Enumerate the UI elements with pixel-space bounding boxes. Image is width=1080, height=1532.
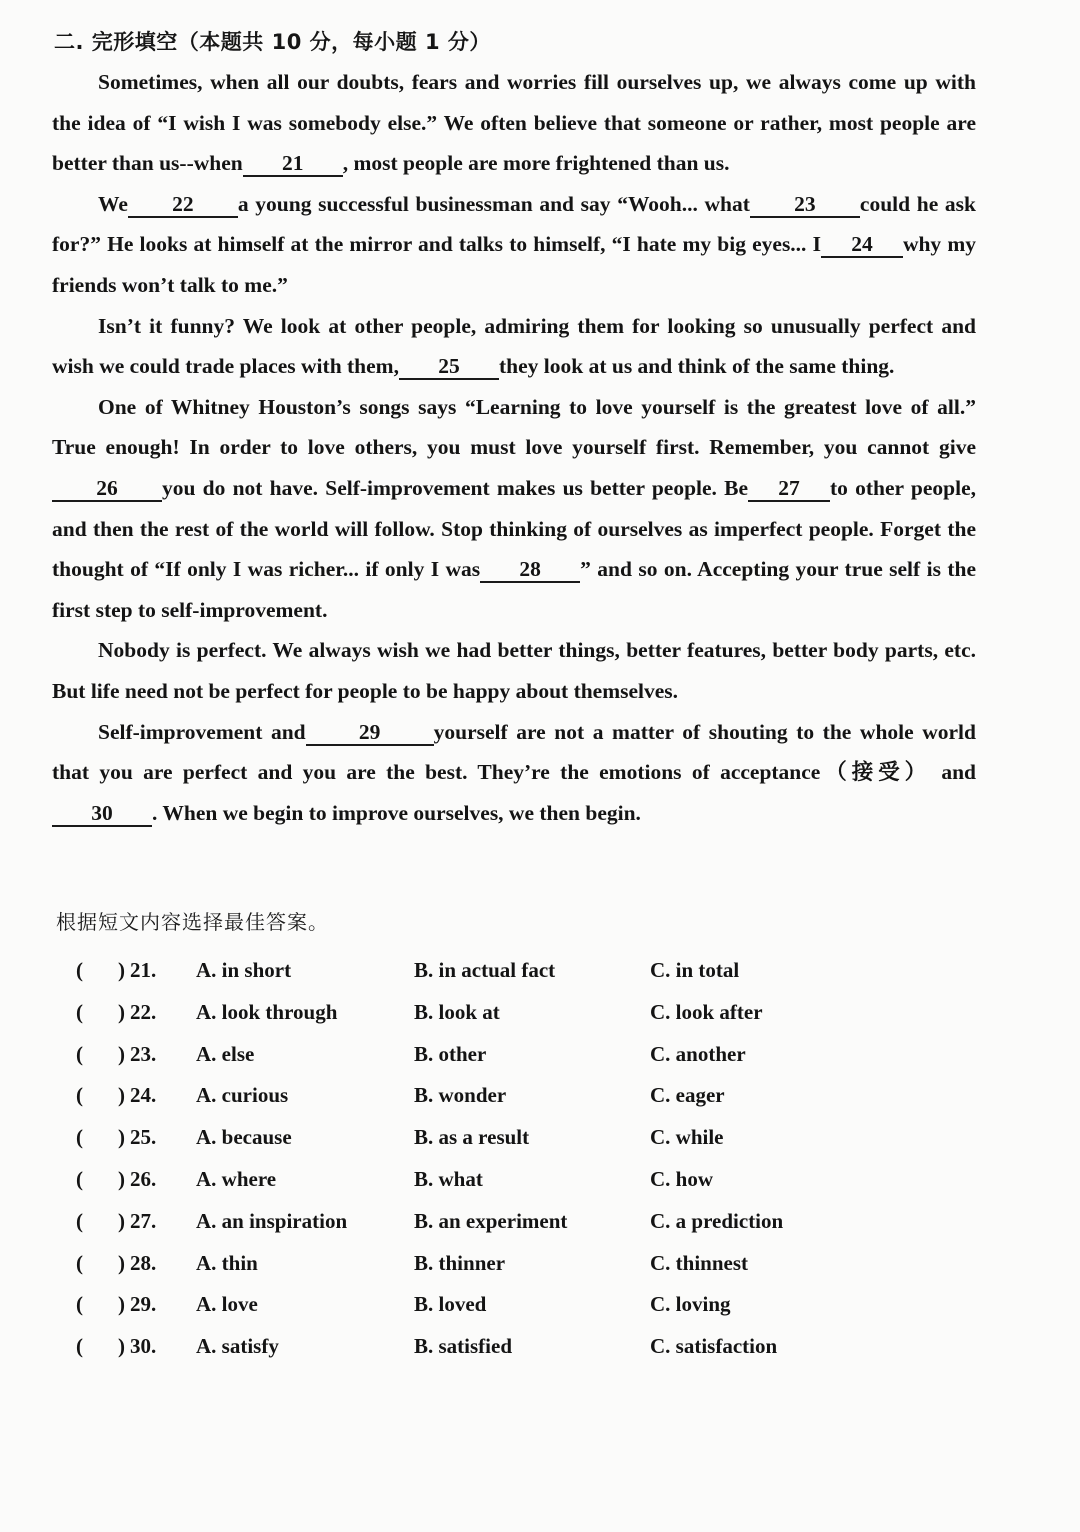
question-row: ( ) 24. A. curious B. wonder C. eager bbox=[76, 1075, 976, 1117]
paragraph-1 bbox=[52, 62, 976, 184]
option-b: B. look at bbox=[414, 999, 500, 1024]
option-c: C. in total bbox=[650, 958, 740, 982]
option-a: A. thin bbox=[196, 1250, 258, 1275]
question-number: 22. bbox=[130, 999, 157, 1024]
question-number: 21. bbox=[130, 958, 157, 982]
question-number: 29. bbox=[130, 1292, 157, 1317]
passage-text: why my friends won’t talk to me.” bbox=[52, 232, 976, 297]
question-row: ( ) 21. A. in short B. in actual fact C. in total bbox=[76, 950, 976, 992]
option-c: C. another bbox=[650, 1041, 746, 1066]
paragraph-2 bbox=[52, 184, 976, 306]
passage-text: . When we begin to improve ourselves, we then begin. bbox=[152, 800, 641, 825]
question-row: ( ) 28. A. thin B. thinner C. thinnest bbox=[76, 1243, 976, 1285]
option-c: C. how bbox=[650, 1166, 714, 1191]
option-b: B. what bbox=[414, 1166, 483, 1191]
option-b: B. loved bbox=[414, 1292, 487, 1317]
passage-text: Sometimes, when all our doubts, fears and worries fill ourselves up, we always come up with the idea of “I wish I was somebody else.” We often believe that someone or rather, most people are better than us--when bbox=[52, 70, 976, 176]
question-number: 24. bbox=[130, 1083, 157, 1108]
passage-text: Isn’t it funny? We look at other people, admiring them for looking so unusually perfect and wish we could trade places with them, bbox=[52, 313, 976, 379]
question-number: 23. bbox=[130, 1041, 157, 1066]
option-a: A. an inspiration bbox=[196, 1208, 348, 1233]
passage-text: Nobody is perfect. We always wish we had better things, better features, better body parts, etc. But life need not be perfect for people to be happy about themselves. bbox=[52, 638, 976, 703]
cloze-passage bbox=[52, 62, 976, 833]
passage-text: ” and so on. Accepting your true self is the first step to self-improvement. bbox=[52, 557, 976, 622]
blank-25: 25 bbox=[399, 354, 499, 380]
option-a: A. where bbox=[196, 1166, 277, 1191]
option-b: B. wonder bbox=[414, 1083, 507, 1108]
option-b: B. thinner bbox=[414, 1250, 506, 1275]
paragraph-3 bbox=[52, 306, 976, 387]
option-a: A. satisfy bbox=[196, 1334, 279, 1359]
option-a: A. curious bbox=[196, 1083, 289, 1108]
blank-26: 26 bbox=[52, 476, 162, 502]
option-b: B. satisfied bbox=[414, 1334, 513, 1359]
option-b: B. in actual fact bbox=[414, 958, 556, 982]
option-c: C. loving bbox=[650, 1292, 731, 1317]
option-a: A. look through bbox=[196, 999, 338, 1024]
option-c: C. a prediction bbox=[650, 1208, 784, 1233]
passage-text: yourself are not a matter of shouting to the whole world that you are perfect and you are the best. They’re the emotions of acceptance（接受） and bbox=[52, 719, 976, 785]
blank-27: 27 bbox=[748, 476, 830, 502]
passage-text: Self-improvement and bbox=[98, 719, 306, 744]
passage-text: they look at us and think of the same thing. bbox=[498, 354, 895, 379]
option-c: C. eager bbox=[650, 1083, 725, 1108]
option-b: B. an experiment bbox=[414, 1208, 568, 1233]
question-number: 26. bbox=[130, 1166, 157, 1191]
blank-29: 29 bbox=[306, 720, 434, 746]
option-a: A. because bbox=[196, 1125, 292, 1150]
option-c: C. satisfaction bbox=[650, 1334, 778, 1359]
passage-text: , most people are more frightened than us. bbox=[342, 151, 730, 176]
passage-text: We bbox=[98, 191, 128, 216]
blank-24: 24 bbox=[821, 232, 903, 258]
question-row: ( ) 27. A. an inspiration B. an experiment C. a prediction bbox=[76, 1201, 976, 1243]
passage-text: One of Whitney Houston’s songs says “Learning to love yourself is the greatest love of all.” True enough! In order to love others, you must love yourself first. Remember, you cannot give bbox=[52, 394, 976, 460]
option-a: A. in short bbox=[196, 958, 292, 982]
option-b: B. other bbox=[414, 1041, 487, 1066]
question-list bbox=[76, 950, 976, 1368]
blank-23: 23 bbox=[750, 192, 860, 218]
question-row: ( ) 22. A. look through B. look at C. look after bbox=[76, 992, 976, 1034]
passage-text: could he ask for?” He looks at himself at the mirror and talks to himself, “I hate my big eyes... I bbox=[52, 191, 976, 257]
option-c: C. thinnest bbox=[650, 1250, 749, 1275]
question-number: 27. bbox=[130, 1208, 157, 1233]
question-row: ( ) 23. A. else B. other C. another bbox=[76, 1034, 976, 1076]
blank-30: 30 bbox=[52, 801, 152, 827]
option-a: A. love bbox=[196, 1292, 258, 1317]
passage-text: you do not have. Self-improvement makes us better people. Be bbox=[162, 475, 749, 500]
blank-21: 21 bbox=[243, 151, 343, 177]
instruction-text: 根据短文内容选择最佳答案。 bbox=[56, 910, 329, 934]
option-a: A. else bbox=[196, 1041, 255, 1066]
passage-text: a young successful businessman and say “Wooh... what bbox=[237, 191, 750, 216]
option-c: C. while bbox=[650, 1125, 724, 1150]
blank-22: 22 bbox=[128, 192, 238, 218]
question-number: 25. bbox=[130, 1125, 157, 1150]
question-row: ( ) 29. A. love B. loved C. loving bbox=[76, 1284, 976, 1326]
option-c: C. look after bbox=[650, 999, 763, 1024]
passage-text: to other people, and then the rest of the world will follow. Stop thinking of ourselves as imperfect people. Forget the thought of “If only I was richer... if only I was bbox=[52, 475, 976, 582]
section-title: 二. 完形填空（本题共 10 分，每小题 1 分） bbox=[54, 30, 491, 54]
paragraph-4 bbox=[52, 387, 976, 631]
question-row: ( ) 25. A. because B. as a result C. while bbox=[76, 1117, 976, 1159]
question-number: 28. bbox=[130, 1250, 157, 1275]
question-number: 30. bbox=[130, 1334, 157, 1359]
paragraph-5 bbox=[52, 630, 976, 711]
blank-28: 28 bbox=[480, 557, 580, 583]
option-b: B. as a result bbox=[414, 1125, 530, 1150]
paragraph-6 bbox=[52, 712, 976, 834]
question-row: ( ) 26. A. where B. what C. how bbox=[76, 1159, 976, 1201]
question-row: ( ) 30. A. satisfy B. satisfied C. satisfaction bbox=[76, 1326, 976, 1368]
